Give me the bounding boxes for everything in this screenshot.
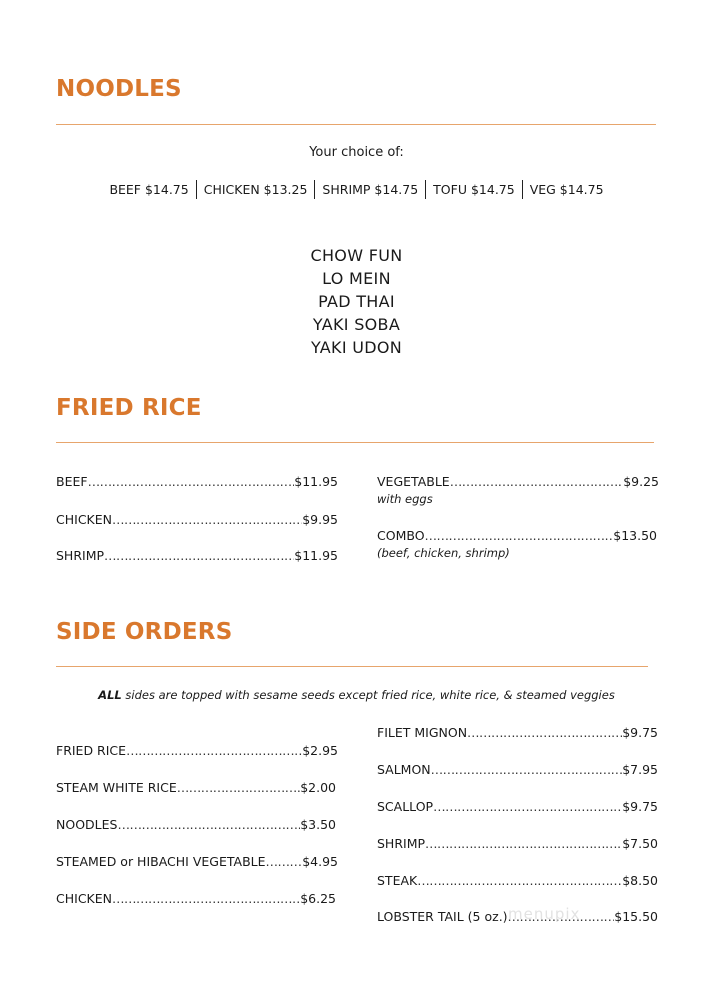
menu-item xyxy=(56,780,336,795)
side-orders-divider xyxy=(56,666,648,667)
noodles-choice-intro: Your choice of: xyxy=(309,145,404,160)
item-note: with eggs xyxy=(377,492,433,506)
leader-dots xyxy=(425,836,622,851)
item-price: $11.95 xyxy=(294,474,338,489)
choice-separator xyxy=(314,180,315,199)
item-name: SALMON xyxy=(377,762,431,777)
noodle-dish: PAD THAI xyxy=(318,292,395,311)
menu-item xyxy=(377,474,659,489)
leader-dots xyxy=(112,891,300,906)
menu-item xyxy=(56,512,338,527)
choice-separator xyxy=(522,180,523,199)
item-name: SHRIMP xyxy=(56,548,105,563)
fried-rice-divider xyxy=(56,442,654,443)
item-price: $2.95 xyxy=(302,743,338,758)
item-price: $9.75 xyxy=(622,725,658,740)
menu-item xyxy=(377,836,658,851)
item-price: $13.50 xyxy=(613,528,657,543)
choice-veg: VEG $14.75 xyxy=(529,182,604,197)
leader-dots xyxy=(433,799,622,814)
item-price: $2.00 xyxy=(300,780,336,795)
item-price: $7.95 xyxy=(622,762,658,777)
item-name: BEEF xyxy=(56,474,88,489)
menu-item xyxy=(377,725,658,740)
menu-item xyxy=(56,891,336,906)
item-price: $3.50 xyxy=(300,817,336,832)
fried-rice-title: FRIED RICE xyxy=(56,395,202,421)
leader-dots xyxy=(117,817,300,832)
item-name: CHICKEN xyxy=(56,891,112,906)
item-note: (beef, chicken, shrimp) xyxy=(377,546,510,560)
item-name: CHICKEN xyxy=(56,512,112,527)
leader-dots xyxy=(417,873,622,888)
item-name: VEGETABLE xyxy=(377,474,450,489)
menu-item xyxy=(377,528,657,543)
leader-dots xyxy=(266,854,303,869)
leader-dots xyxy=(88,474,295,489)
menu-item xyxy=(56,548,338,563)
leader-dots xyxy=(450,474,624,489)
item-name: SHRIMP xyxy=(377,836,426,851)
item-price: $9.25 xyxy=(623,474,659,489)
choice-beef: BEEF $14.75 xyxy=(109,182,189,197)
item-name: STEAK xyxy=(377,873,418,888)
menu-item xyxy=(377,873,658,888)
item-price: $11.95 xyxy=(294,548,338,563)
noodles-protein-choices xyxy=(0,180,713,199)
choice-chicken: CHICKEN $13.25 xyxy=(203,182,308,197)
item-name: STEAMED or HIBACHI VEGETABLE xyxy=(56,854,266,869)
menu-item xyxy=(56,743,338,758)
choice-tofu: TOFU $14.75 xyxy=(433,182,515,197)
item-price: $15.50 xyxy=(614,909,658,924)
leader-dots xyxy=(104,548,294,563)
leader-dots xyxy=(112,512,302,527)
menu-item xyxy=(56,854,338,869)
item-price: $7.50 xyxy=(622,836,658,851)
side-orders-note xyxy=(0,688,713,702)
item-name: LOBSTER TAIL (5 oz.) xyxy=(377,909,508,924)
menu-item xyxy=(56,817,336,832)
item-price: $4.95 xyxy=(302,854,338,869)
side-orders-title: SIDE ORDERS xyxy=(56,619,233,645)
item-price: $9.75 xyxy=(622,799,658,814)
noodle-dish: YAKI UDON xyxy=(310,338,403,357)
leader-dots xyxy=(467,725,622,740)
noodle-dish: CHOW FUN xyxy=(310,246,403,265)
item-name: STEAM WHITE RICE xyxy=(56,780,177,795)
choice-separator xyxy=(196,180,197,199)
item-name: FRIED RICE xyxy=(56,743,127,758)
item-name: COMBO xyxy=(377,528,425,543)
noodle-dish: YAKI SOBA xyxy=(312,315,401,334)
menu-item xyxy=(377,799,658,814)
item-price: $6.25 xyxy=(300,891,336,906)
noodle-dish: LO MEIN xyxy=(322,269,391,288)
watermark-logo: menupix xyxy=(508,905,581,923)
side-note-emphasis: ALL xyxy=(98,688,122,702)
noodles-divider xyxy=(56,124,656,125)
item-price: $8.50 xyxy=(622,873,658,888)
leader-dots xyxy=(177,780,300,795)
item-name: NOODLES xyxy=(56,817,118,832)
side-note-text: sides are topped with sesame seeds except fried rice, white rice, & steamed veggies xyxy=(121,688,615,702)
noodles-title: NOODLES xyxy=(56,76,182,102)
leader-dots xyxy=(425,528,614,543)
leader-dots xyxy=(431,762,623,777)
choice-shrimp: SHRIMP $14.75 xyxy=(322,182,419,197)
leader-dots xyxy=(126,743,302,758)
item-name: SCALLOP xyxy=(377,799,434,814)
menu-item xyxy=(377,762,658,777)
item-name: FILET MIGNON xyxy=(377,725,468,740)
menu-item xyxy=(56,474,338,489)
choice-separator xyxy=(425,180,426,199)
item-price: $9.95 xyxy=(302,512,338,527)
